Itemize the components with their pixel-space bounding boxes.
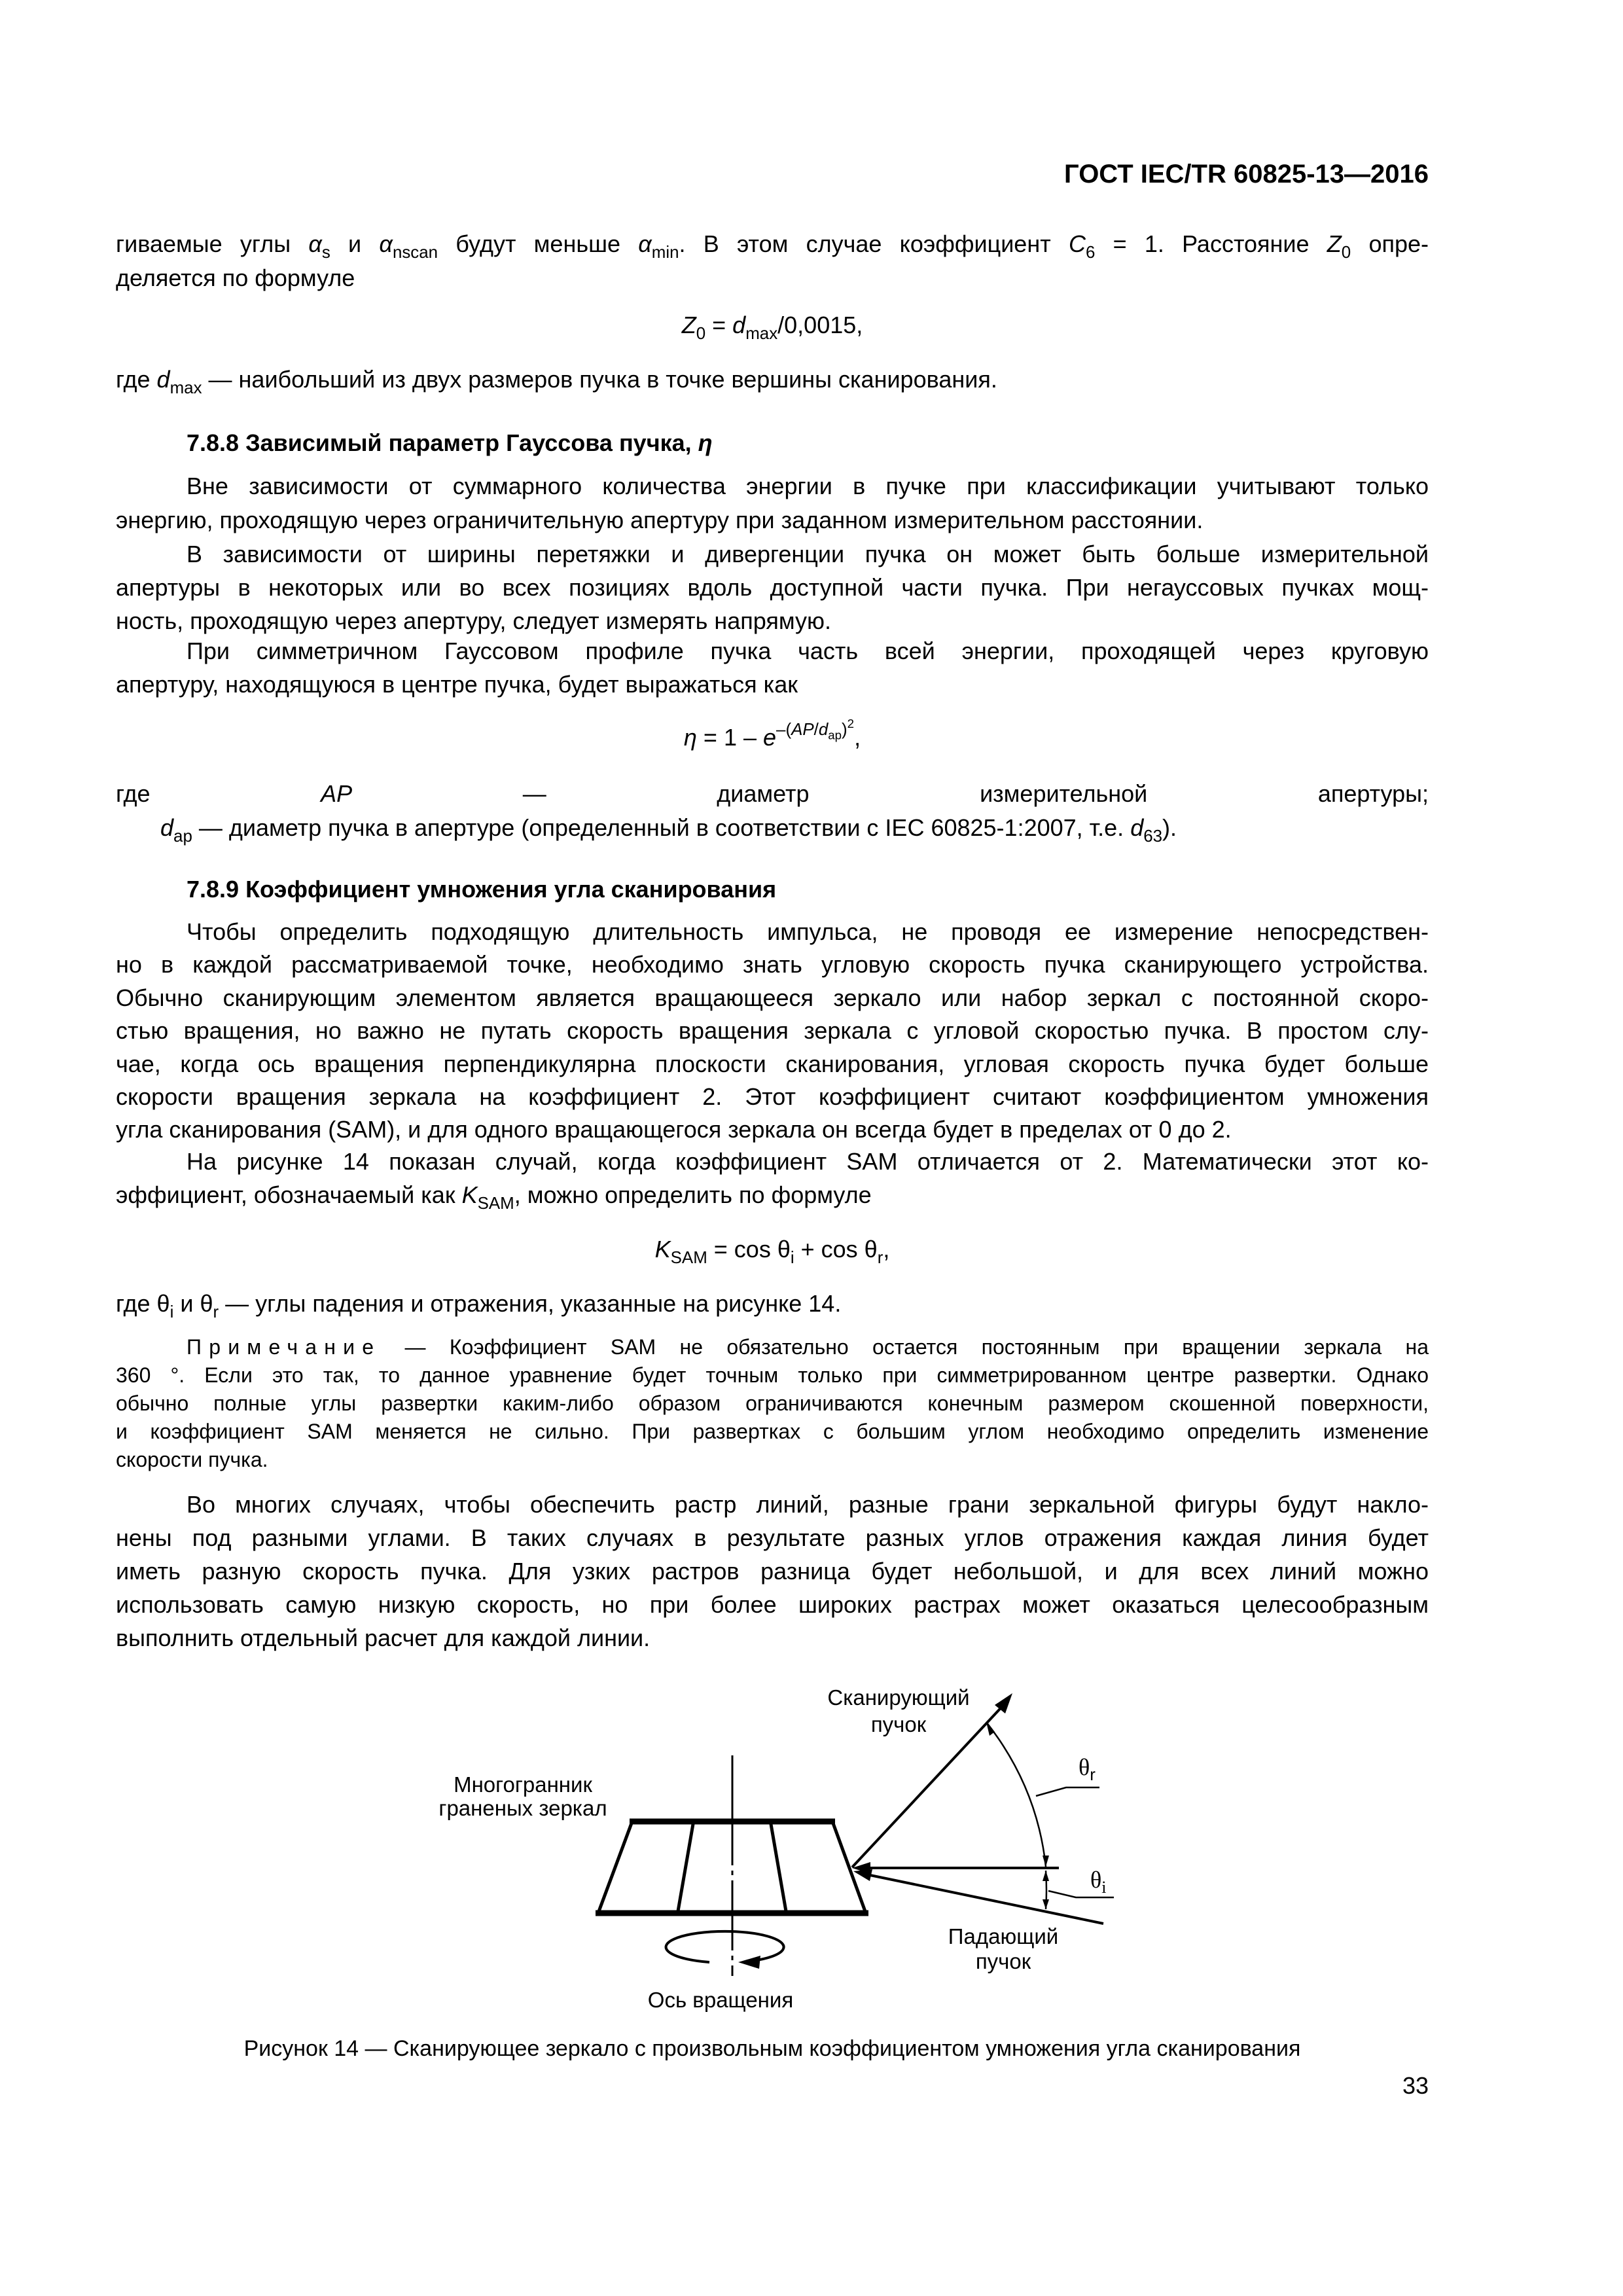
text-run: i — [790, 1249, 794, 1268]
text-line: $Z_0 = d_{max}/0,0015$, — [681, 312, 863, 344]
text-line: апертуру, находящуюся в центре пучка, будет выражаться как — [116, 671, 798, 698]
text-run: 0 — [1341, 243, 1351, 262]
text-run: e — [763, 724, 777, 751]
text-run: α — [638, 230, 652, 257]
angle-arrowheads — [986, 1722, 1049, 1909]
text-line: Чтобы определить подходящую длительность импульса, не проводя ее измерение непосредствен- — [187, 918, 1429, 945]
text-line: энергию, проходящую через ограничительную апертуру при заданном измерительном расстоянии. — [116, 507, 1204, 533]
text-run: r — [213, 1303, 219, 1322]
text-line: где AP — диаметр измерительной апертуры; — [116, 780, 1429, 807]
text-run: d — [732, 312, 746, 338]
label-incident-beam: Падающий — [948, 1924, 1059, 1948]
text-line: $\eta = 1 - e^{-(AP/d_{ap})^2}$, — [683, 717, 861, 751]
text-line: где $\theta_i$ и $\theta_r$ — углы падения и отражения, указанные на рисунке 14. — [116, 1290, 842, 1322]
text-line: использовать самую низкую скорость, но при более широких растрах может оказаться целесообразным — [116, 1591, 1429, 1618]
text-line: 7.8.8 Зависимый параметр Гауссова пучка, η — [187, 429, 713, 456]
text-line: где $d_{max}$ — наибольший из двух размеров пучка в точке вершины сканирования. — [116, 366, 997, 398]
text-run: 2 — [847, 717, 855, 731]
text-run: AP — [321, 780, 353, 807]
text-line: Обычно сканирующим элементом является вращающееся зеркало или набор зеркал с постоянной скоро- — [116, 984, 1429, 1011]
text-run: SAM — [477, 1194, 514, 1213]
text-line: ность, проходящую через апертуру, следует измерять напрямую. — [116, 607, 832, 634]
text-line: стью вращения, но важно не путать скорость вращения зеркала с угловой скоростью пучка. В простом слу- — [116, 1017, 1429, 1045]
text-run: Z — [1327, 230, 1342, 257]
text-line: В зависимости от ширины перетяжки и дивергенции пучка он может быть больше измерительной — [187, 541, 1429, 567]
text-run: 0 — [696, 325, 706, 344]
text-run: SAM — [670, 1249, 707, 1268]
text-run: K — [654, 1236, 671, 1263]
text-line: скорости вращения зеркала на коэффициент 2. Этот коэффициент считают коэффициентом умножения — [116, 1083, 1429, 1111]
text-run: s — [321, 243, 330, 262]
text-run: ap — [828, 728, 842, 742]
text-line: 360 °. Если это так, то данное уравнение будет точным только при симметрированном центре развертки. Однако — [116, 1363, 1429, 1387]
label-scanning-beam: Сканирующий — [827, 1685, 970, 1710]
text-run: AP — [791, 721, 814, 740]
text-run: min — [651, 243, 679, 262]
label-mirror-polygon: Многогранник — [454, 1772, 592, 1797]
text-run: d — [156, 366, 170, 393]
text-run: α — [379, 230, 393, 257]
rotation-arrow-icon — [666, 1931, 784, 1969]
text-line: На рисунке 14 показан случай, когда коэффициент SAM отличается от 2. Математически этот ко- — [187, 1148, 1429, 1175]
text-run: r — [877, 1249, 883, 1268]
text-line: $K_{SAM} = \cos \theta_i + \cos \theta_r$, — [654, 1236, 890, 1268]
text-run: C — [1068, 230, 1086, 257]
label-rotation-axis: Ось вращения — [647, 1988, 794, 2012]
text-line: но в каждой рассматриваемой точке, необходимо знать угловую скорость пучка сканирующего устройства. — [116, 951, 1429, 978]
text-run: d — [160, 814, 174, 841]
text-run: 63 — [1143, 827, 1163, 846]
text-line: нены под разными углами. В таких случаях в результате разных углов отражения каждая линия будет — [116, 1524, 1429, 1551]
label-incident-beam: пучок — [975, 1949, 1031, 1973]
label-mirror-polygon: граненых зеркал — [438, 1796, 607, 1820]
text-run: i — [169, 1303, 174, 1322]
text-line: чае, когда ось вращения перпендикулярна плоскости сканирования, угловая скорость пучка будет больше — [116, 1050, 1429, 1077]
text-line: Во многих случаях, чтобы обеспечить растр линий, разные грани зеркальной фигуры будут накло- — [187, 1491, 1429, 1518]
incident-beam-arrow — [853, 1869, 1103, 1924]
document-id-header: ГОСТ IEC/TR 60825-13—2016 — [1064, 160, 1429, 188]
text-run: Примечание — [187, 1335, 382, 1359]
text-run: η — [698, 429, 713, 456]
theta-r-label: $\theta_r$ — [1079, 1754, 1096, 1784]
text-run: Z — [681, 312, 696, 338]
text-run: d — [818, 721, 829, 740]
text-run: ap — [173, 827, 192, 846]
text-run: 6 — [1085, 243, 1096, 262]
angle-arc-theta-r — [986, 1722, 1046, 1909]
text-line: иметь разную скорость пучка. Для узких растров разница будет небольшой, и для всех линий можно — [116, 1558, 1429, 1585]
text-run: max — [169, 379, 202, 398]
text-run: max — [745, 325, 778, 344]
label-scanning-beam: пучок — [870, 1712, 927, 1736]
text-line: Вне зависимости от суммарного количества энергии в пучке при классификации учитывают только — [187, 473, 1429, 499]
text-line: гиваемые углы $\alpha_s$ и $\alpha_{nscan}$ будут меньше $\alpha_{min}$. В этом случае коэффициент $C_6 = 1$. Расстояние $Z_0$ опре- — [116, 230, 1429, 262]
theta-r-leader — [1036, 1787, 1099, 1796]
text-run: K — [461, 1181, 478, 1208]
figure-caption: Рисунок 14 — Сканирующее зеркало с произвольным коэффициентом умножения угла сканирования — [243, 2036, 1301, 2061]
text-run: nscan — [392, 243, 438, 262]
theta-i-label: $\theta_i$ — [1090, 1867, 1107, 1897]
text-line: эффициент, обозначаемый как $K_{SAM}$, можно определить по формуле — [116, 1181, 872, 1213]
normal-line-arrow — [852, 1862, 1059, 1874]
text-line: $d_{ap}$ — диаметр пучка в апертуре (определенный в соответствии с IEC 60825-1:2007, т.е. $d_{63}$). — [160, 814, 1177, 846]
text-line: 7.8.9 Коэффициент умножения угла сканирования — [187, 876, 777, 903]
text-line: скорости пучка. — [116, 1448, 268, 1471]
text-line: выполнить отдельный расчет для каждой линии. — [116, 1624, 651, 1651]
text-line: апертуры в некоторых или во всех позициях вдоль доступной части пучка. При негауссовых пучках мощ- — [116, 574, 1429, 601]
text-run: d — [1130, 814, 1144, 841]
text-line: угла сканирования (SAM), и для одного вращающегося зеркала он всегда будет в пределах от 0 до 2. — [116, 1116, 1232, 1143]
text-line: и коэффициент SAM меняется не сильно. При развертках с большим углом необходимо определить изменение — [116, 1420, 1429, 1443]
text-line: обычно полные углы развертки каким-либо образом ограничиваются конечным размером скошенной поверхности, — [116, 1391, 1429, 1415]
text-line: При симметричном Гауссовом профиле пучка часть всей энергии, проходящей через круговую — [187, 637, 1429, 664]
page-number: 33 — [1402, 2072, 1429, 2099]
text-run: α — [308, 230, 322, 257]
text-line: деляется по формуле — [116, 264, 355, 291]
text-run: –(AP/dap)2 — [776, 717, 855, 742]
text-line: Примечание — Коэффициент SAM не обязательно остается постоянным при вращении зеркала на — [187, 1335, 1429, 1359]
text-run: η — [683, 724, 697, 751]
